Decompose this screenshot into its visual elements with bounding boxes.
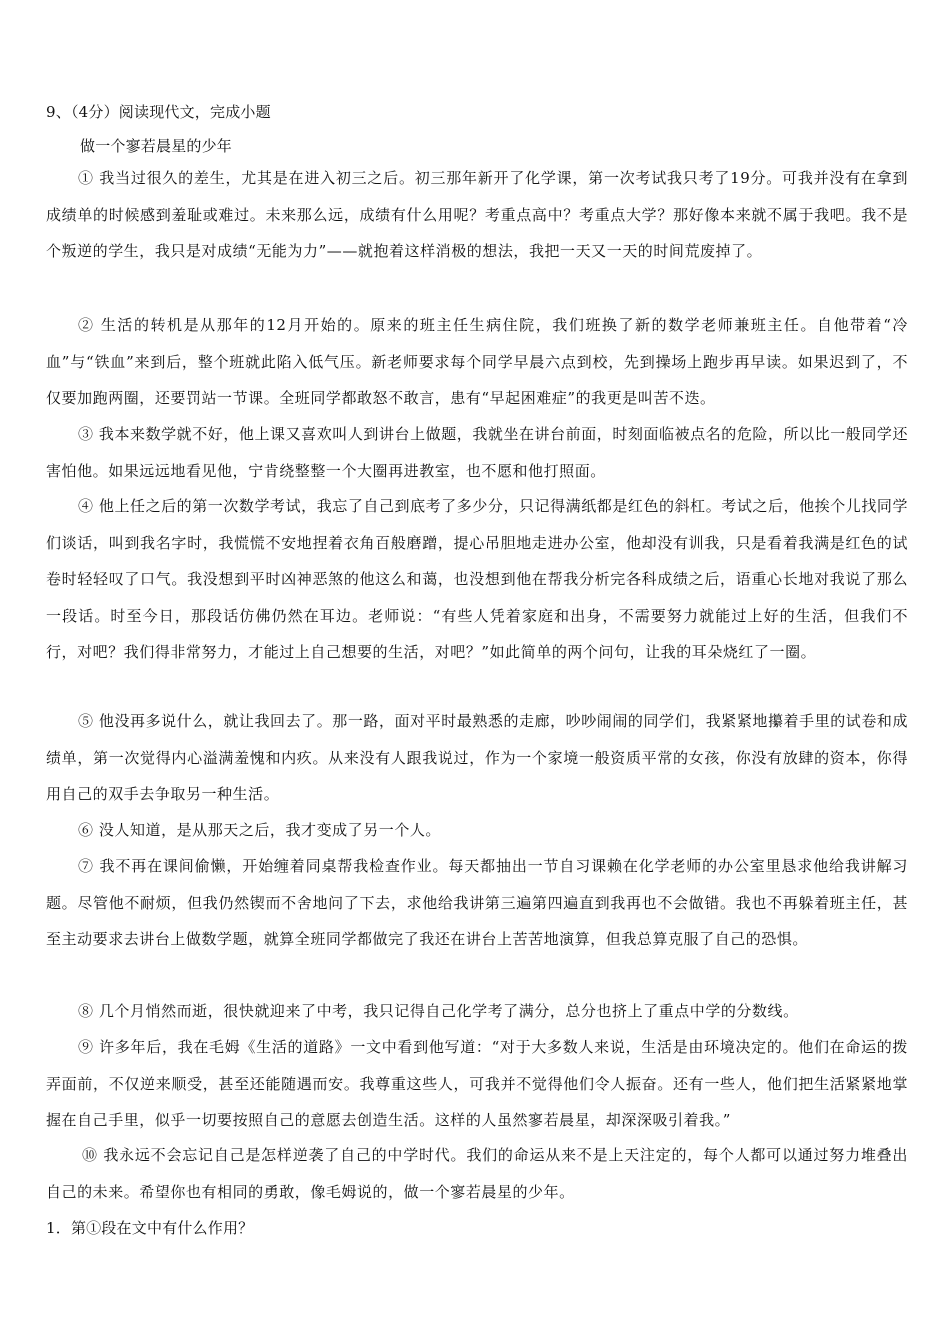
article-title: 做一个寥若晨星的少年 <box>80 137 233 155</box>
paragraph-9: ⑨ 许多年后，我在毛姆《生活的道路》一文中看到他写道：“对于大多数人来说，生活是由环境决定的。他们在命运的拨弄面前，不仅逆来顺受，甚至还能随遇而安。我尊重这些人，可我并不觉得他们令人振奋。还有一些人，他们把生活紧紧地掌握在自己手里，似乎一切要按照自己的意愿去创造生活。这样的人虽然寥若晨星，却深深吸引着我。” <box>46 1038 908 1130</box>
paragraph-4: ④ 他上任之后的第一次数学考试，我忘了自己到底考了多少分，只记得满纸都是红色的斜杠。考试之后，他挨个儿找同学们谈话，叫到我名字时，我慌慌不安地捏着衣角百般磨蹭，提心吊胆地走进办公室，他却没有训我，只是看着我满是红色的试卷时轻轻叹了口气。我没想到平时凶神恶煞的他这么和蔼，也没想到他在帮我分析完各科成绩之后，语重心长地对我说了那么一段话。时至今日，那段话仿佛仍然在耳边。老师说：“有些人凭着家庭和出身，不需要努力就能过上好的生活，但我们不行，对吧？我们得非常努力，才能过上自己想要的生活，对吧？”如此简单的两个问句，让我的耳朵烧红了一圈。 <box>46 497 908 662</box>
question-header: 9、（4分）阅读现代文，完成小题 <box>46 103 271 121</box>
sub-question-1: 1．第①段在文中有什么作用？ <box>46 1219 254 1237</box>
paragraph-10: ⑩ 我永远不会忘记自己是怎样逆袭了自己的中学时代。我们的命运从来不是上天注定的，每个人都可以通过努力堆叠出自己的未来。希望你也有相同的勇敢，像毛姆说的，做一个寥若晨星的少年。 <box>46 1146 908 1201</box>
paragraph-2: ② 生活的转机是从那年的12月开始的。原来的班主任生病住院，我们班换了新的数学老师兼班主任。自他带着“冷血”与“铁血”来到后，整个班就此陷入低气压。新老师要求每个同学早晨六点到校，先到操场上跑步再早读。如果迟到了，不仅要加跑两圈，还要罚站一节课。全班同学都敢怒不敢言，患有“早起困难症”的我更是叫苦不迭。 <box>46 316 908 408</box>
paragraph-5: ⑤ 他没再多说什么，就让我回去了。那一路，面对平时最熟悉的走廊，吵吵闹闹的同学们，我紧紧地攥着手里的试卷和成绩单，第一次觉得内心溢满羞愧和内疚。从来没有人跟我说过，作为一个家境一般资质平常的女孩，你没有放肆的资本，你得用自己的双手去争取另一种生活。 <box>46 712 908 804</box>
paragraph-1: ① 我当过很久的差生，尤其是在进入初三之后。初三那年新开了化学课，第一次考试我只考了19分。可我并没有在拿到成绩单的时候感到羞耻或难过。未来那么远，成绩有什么用呢？考重点高中？考重点大学？那好像本来就不属于我吧。我不是个叛逆的学生，我只是对成绩“无能为力”——就抱着这样消极的想法，我把一天又一天的时间荒废掉了。 <box>46 169 908 261</box>
paragraph-6: ⑥ 没人知道，是从那天之后，我才变成了另一个人。 <box>78 821 441 839</box>
paragraph-8: ⑧ 几个月悄然而逝，很快就迎来了中考，我只记得自己化学考了满分，总分也挤上了重点中学的分数线。 <box>78 1002 799 1020</box>
paragraph-7: ⑦ 我不再在课间偷懒，开始缠着同桌帮我检查作业。每天都抽出一节自习课赖在化学老师的办公室里恳求他给我讲解习题。尽管他不耐烦，但我仍然锲而不舍地问了下去，求他给我讲第三遍第四遍直到我再也不会做错。我也不再躲着班主任，甚至主动要求去讲台上做数学题，就算全班同学都做完了我还在讲台上苦苦地演算，但我总算克服了自己的恐惧。 <box>46 857 908 949</box>
paragraph-3: ③ 我本来数学就不好，他上课又喜欢叫人到讲台上做题，我就坐在讲台前面，时刻面临被点名的危险，所以比一般同学还害怕他。如果远远地看见他，宁肯绕整整一个大圈再进教室，也不愿和他打照面。 <box>46 425 908 480</box>
